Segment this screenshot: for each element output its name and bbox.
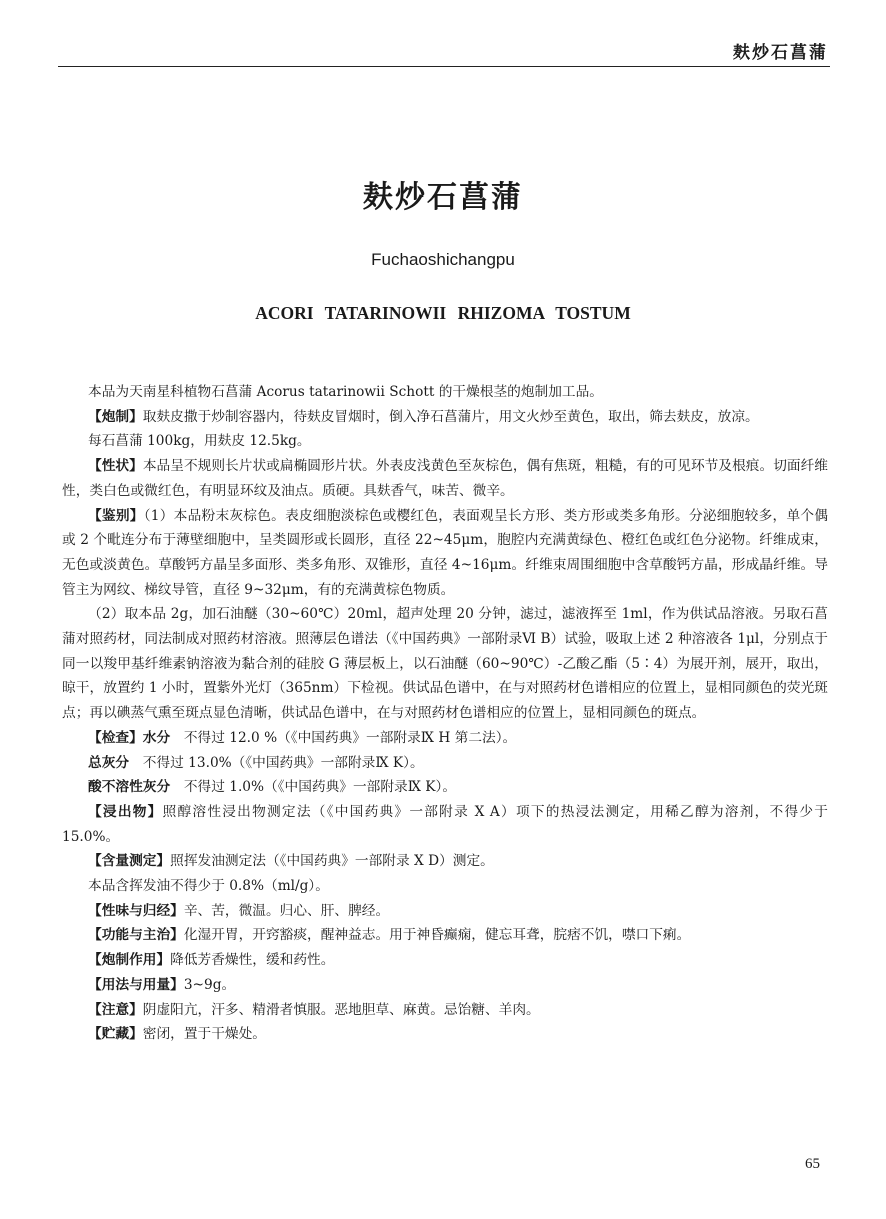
paragraph-ratio [62, 429, 828, 454]
paragraph-assay [62, 849, 828, 874]
paragraph-storage [62, 1022, 828, 1047]
paragraph-text: 本品呈不规则长片状或扁椭圆形片状。外表皮浅黄色至灰棕色，偶有焦斑，粗糙，有的可见环节及根痕。切面纤维性，类白色或微红色，有明显环纹及油点。质硬。具麸香气，味苦、微辛。 [62, 458, 828, 499]
paragraph-source [62, 380, 828, 405]
running-header: 麸炒石菖蒲 [733, 43, 828, 63]
section-label: 【炮制作用】 [88, 952, 171, 969]
monograph-body [62, 380, 828, 1047]
paragraph-text: 照醇溶性浸出物测定法（《中国药典》一部附录 X A）项下的热浸法测定，用稀乙醇为溶剂，不得少于 15.0%。 [62, 803, 828, 845]
section-label: 【注意】 [88, 1001, 143, 1018]
section-label: 【浸出物】 [88, 803, 163, 820]
section-label: 【炮制】 [88, 408, 143, 425]
section-label: 【性状】 [88, 458, 143, 475]
section-label: 总灰分 [88, 754, 130, 771]
paragraph-nature-meridian [62, 899, 828, 924]
paragraph-text: 降低芳香燥性，缓和药性。 [170, 952, 335, 969]
latin-name: ACORI TATARINOWII RHIZOMA TOSTUM [255, 303, 631, 323]
section-label: 【检查】水分 [88, 729, 171, 746]
pinyin-name: Fuchaoshichangpu [371, 250, 515, 269]
section-label: 【用法与用量】 [88, 976, 184, 993]
paragraph-text: 化湿开胃，开窍豁痰，醒神益志。用于神昏癫痫，健忘耳聋，脘痞不饥，噤口下痢。 [183, 927, 691, 944]
paragraph-text: 不得过 1.0%（《中国药典》一部附录Ⅸ K）。 [170, 779, 457, 796]
section-label: 酸不溶性灰分 [88, 779, 171, 796]
paragraph-text: 取麸皮撒于炒制容器内，待麸皮冒烟时，倒入净石菖蒲片，用文火炒至黄色，取出，筛去麸皮，放凉。 [142, 408, 759, 425]
paragraph-dosage [62, 973, 828, 998]
monograph-title: 麸炒石菖蒲 [363, 180, 523, 215]
paragraph-text: 密闭，置于干燥处。 [142, 1026, 266, 1043]
section-label: 【鉴别】 [88, 507, 144, 524]
paragraph-text: 不得过 12.0 %（《中国药典》一部附录Ⅸ H 第二法）。 [170, 729, 517, 746]
paragraph-acid-insoluble-ash [62, 775, 828, 800]
paragraph-processing-effect [62, 948, 828, 973]
paragraph-text: 不得过 13.0%（《中国药典》一部附录Ⅸ K）。 [129, 754, 424, 771]
paragraph-text: 每石菖蒲 100kg，用麸皮 12.5kg。 [88, 433, 311, 450]
header-rule [58, 66, 830, 67]
paragraph-text: 照挥发油测定法（《中国药典》一部附录 X D）测定。 [170, 853, 494, 870]
paragraph-text: 本品含挥发油不得少于 0.8%（ml/g）。 [88, 878, 329, 895]
section-label: 【含量测定】 [88, 853, 171, 870]
paragraph-text: 3~9g。 [183, 976, 236, 993]
paragraph-assay-limit [62, 874, 828, 899]
paragraph-functions [62, 923, 828, 948]
page-number: 65 [805, 1156, 820, 1172]
paragraph-text: 阴虚阳亢，汗多、精滑者慎服。恶地胆草、麻黄。忌饴糖、羊肉。 [142, 1001, 540, 1018]
paragraph-description [62, 454, 828, 503]
paragraph-total-ash [62, 751, 828, 776]
paragraph-identification-1 [62, 504, 828, 603]
paragraph-text: （1）本品粉末灰棕色。表皮细胞淡棕色或樱红色，表面观呈长方形、类方形或类多角形。分泌细胞较多，单个偶或 2 个毗连分布于薄壁细胞中，呈类圆形或长圆形，直径 22~45μm，胞腔内充满黄绿色、橙红色或红色分泌物。纤维成束，无色或淡黄色。草酸钙方晶呈多面形、类多角形、双锥形，直径 4~16μm。纤维束周围细胞中含草酸钙方晶，形成晶纤维。导管主为网纹、梯纹导管，直径 9~32μm，有的充满黄棕色物质。 [62, 507, 828, 598]
paragraph-text: （2）取本品 2g，加石油醚（30~60℃）20ml，超声处理 20 分钟，滤过，滤液挥至 1ml，作为供试品溶液。另取石菖蒲对照药材，同法制成对照药材溶液。照薄层色谱法（《中国药典》一部附录Ⅵ B）试验，吸取上述 2 种溶液各 1μl，分别点于同一以羧甲基纤维素钠溶液为黏合剂的硅胶 G 薄层板上，以石油醚（60~90℃）-乙酸乙酯（5∶4）为展开剂，展开，取出，晾干，放置约 1 小时，置紫外光灯（365nm）下检视。供试品色谱中，在与对照药材色谱相应的位置上，显相同颜色的荧光斑点；再以碘蒸气熏至斑点显色清晰，供试品色谱中，在与对照药材色谱相应的位置上，显相同颜色的斑点。 [62, 606, 828, 722]
section-label: 【贮藏】 [88, 1026, 143, 1043]
section-label: 【性味与归经】 [88, 902, 184, 919]
paragraph-extractives [62, 800, 828, 849]
paragraph-processing [62, 405, 828, 430]
paragraph-check-water [62, 726, 828, 751]
paragraph-text: 本品为天南星科植物石菖蒲 Acorus tatarinowii Schott 的干燥根茎的炮制加工品。 [88, 384, 603, 400]
paragraph-precautions [62, 998, 828, 1023]
paragraph-identification-2 [62, 602, 828, 726]
paragraph-text: 辛、苦，微温。归心、肝、脾经。 [183, 902, 390, 919]
section-label: 【功能与主治】 [88, 927, 184, 944]
